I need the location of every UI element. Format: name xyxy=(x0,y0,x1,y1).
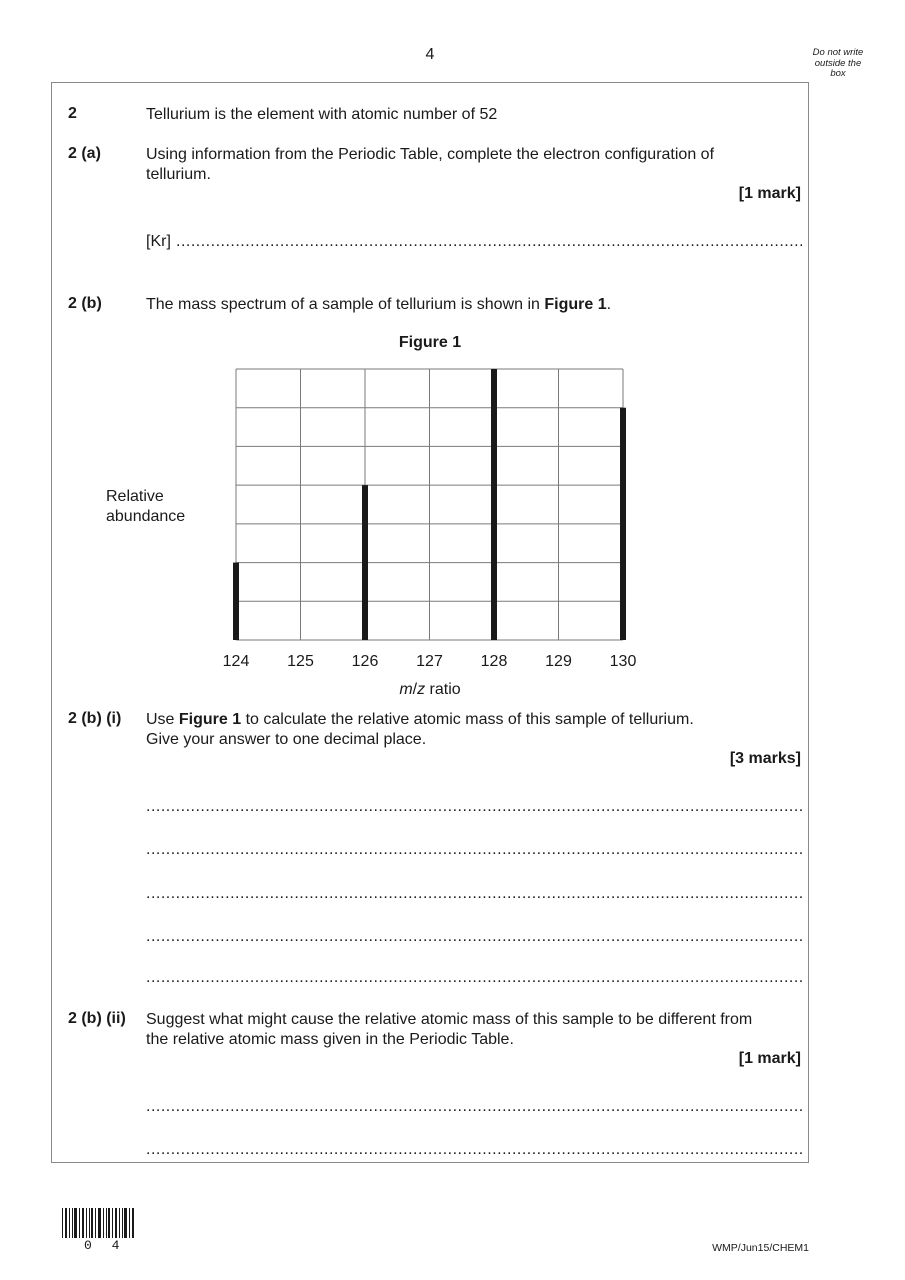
y-axis-label: Relative abundance xyxy=(106,488,186,525)
answer-prefix: [Kr] xyxy=(146,233,171,250)
barcode-icon xyxy=(62,1208,134,1238)
spectrum-bar-128 xyxy=(491,369,497,640)
x-axis-label: m/z ratio xyxy=(399,681,461,698)
spectrum-bar-124 xyxy=(233,563,239,640)
x-tick-label: 126 xyxy=(351,653,379,670)
question-2bi-text: Use Figure 1 to calculate the relative atomic mass of this sample of tellurium. Give your answer to one decimal place. xyxy=(146,711,694,748)
x-tick-label: 124 xyxy=(222,653,250,670)
answer-line-2bi-4[interactable] xyxy=(146,927,802,947)
x-tick-label: 130 xyxy=(609,653,637,670)
answer-line-2a[interactable] xyxy=(146,232,802,252)
question-2-intro: Tellurium is the element with atomic number of 52 xyxy=(146,106,498,123)
x-tick-label: 127 xyxy=(416,653,443,670)
x-tick-label: 128 xyxy=(480,653,508,670)
question-2a-marks: [1 mark] xyxy=(738,185,801,202)
answer-line-2bi-5[interactable] xyxy=(146,968,802,988)
question-2a-number: 2 (a) xyxy=(68,145,101,162)
spectrum-bar-130 xyxy=(620,408,626,640)
question-2bi-marks: [3 marks] xyxy=(729,750,801,767)
figure-title: Figure 1 xyxy=(398,334,462,351)
paper-code: WMP/Jun15/CHEM1 xyxy=(712,1242,809,1254)
mass-spectrum-chart xyxy=(215,360,655,680)
answer-line-2bi-2[interactable] xyxy=(146,840,802,860)
barcode-number: 0 4 xyxy=(84,1238,126,1253)
question-2bii-text: Suggest what might cause the relative atomic mass of this sample to be different from the relative atomic mass given in the Periodic Table. xyxy=(146,1011,753,1048)
x-tick-label: 129 xyxy=(545,653,572,670)
question-2b-text: The mass spectrum of a sample of tellurium is shown in Figure 1. xyxy=(146,296,612,313)
question-2b-number: 2 (b) xyxy=(68,295,102,312)
spectrum-bar-126 xyxy=(362,485,368,640)
margin-note: Do not write outside the box xyxy=(812,47,864,79)
answer-line-2bi-1[interactable] xyxy=(146,797,802,817)
question-2bii-marks: [1 mark] xyxy=(738,1050,801,1067)
question-2bii-number: 2 (b) (ii) xyxy=(68,1010,126,1027)
answer-line-2bii-2[interactable] xyxy=(146,1140,802,1160)
page-number: 4 xyxy=(425,46,435,63)
question-2a-text: Using information from the Periodic Table, complete the electron configuration of tellurium. xyxy=(146,146,715,183)
answer-line-2bi-3[interactable] xyxy=(146,884,802,904)
chart-tick-labels xyxy=(223,653,637,670)
answer-line-2bii-1[interactable] xyxy=(146,1097,802,1117)
x-tick-label: 125 xyxy=(287,653,314,670)
question-2bi-number: 2 (b) (i) xyxy=(68,710,122,727)
chart-grid xyxy=(236,369,623,640)
question-2-number: 2 xyxy=(68,105,77,122)
